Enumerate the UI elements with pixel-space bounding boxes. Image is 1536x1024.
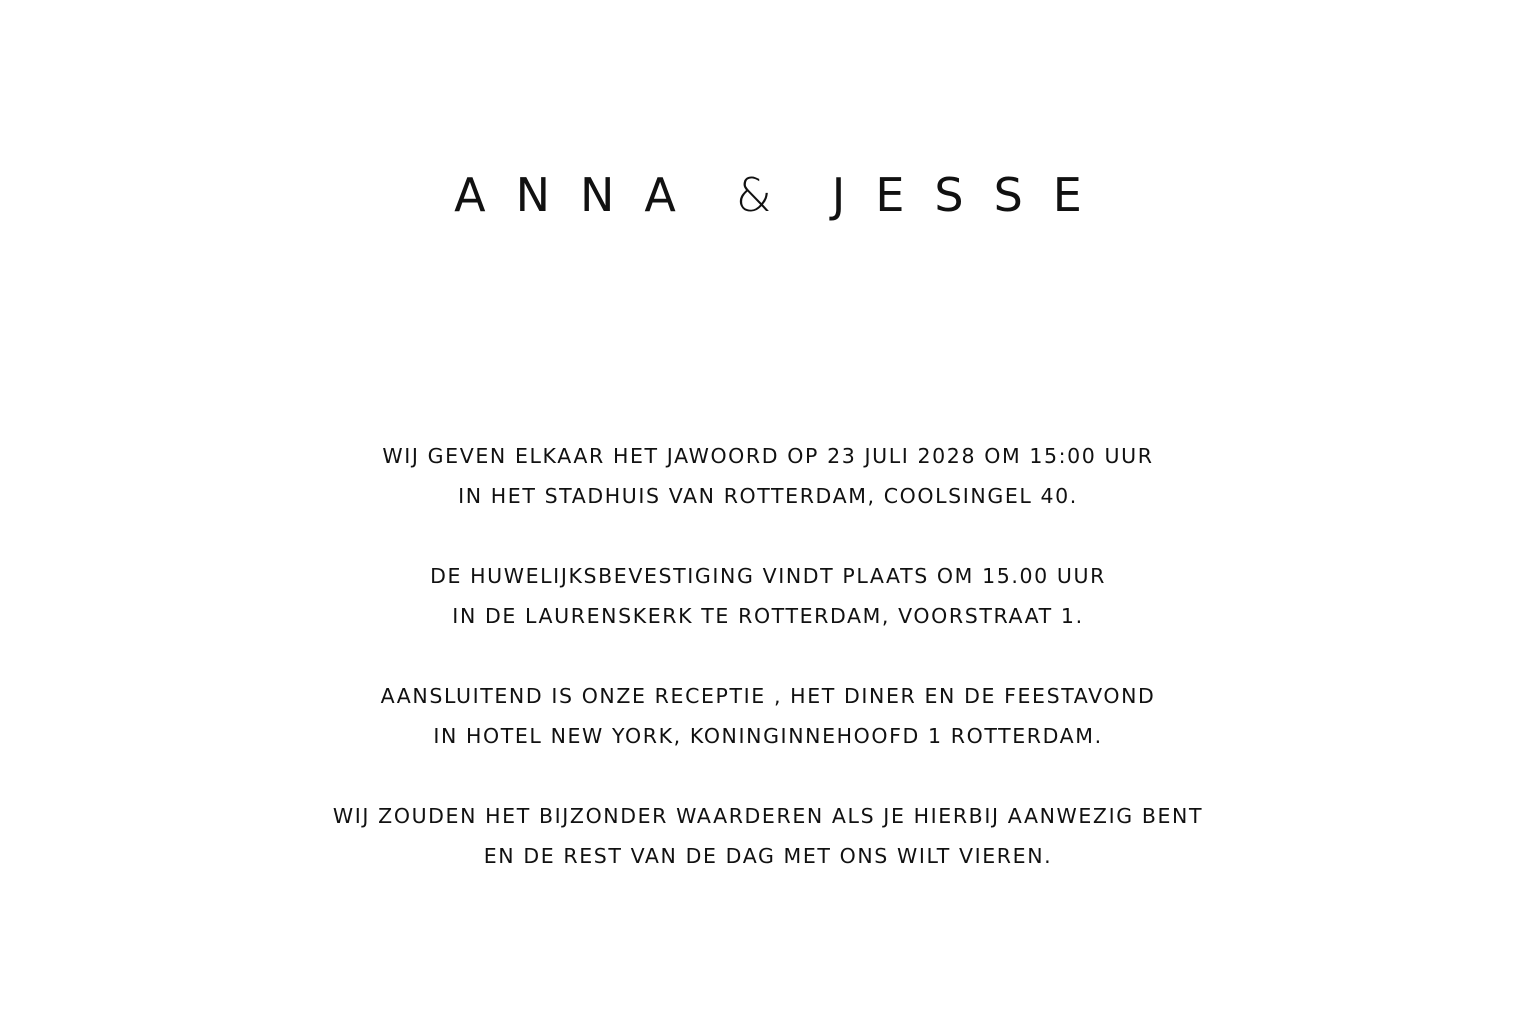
ceremony-line-1: WIJ GEVEN ELKAAR HET JAWOORD OP 23 JULI 2028 OM 15:00 UUR <box>382 444 1154 468</box>
ceremony-paragraph <box>0 436 1536 516</box>
church-line-2: IN DE LAURENSKERK TE ROTTERDAM, VOORSTRAAT 1. <box>452 604 1084 628</box>
second-name: JESSE <box>831 168 1112 222</box>
invitation-text <box>0 436 1536 916</box>
church-blessing-paragraph <box>0 556 1536 636</box>
closing-line-1: WIJ ZOUDEN HET BIJZONDER WAARDEREN ALS JE HIERBIJ AANWEZIG BENT <box>332 804 1204 828</box>
reception-line-2: IN HOTEL NEW YORK, KONINGINNEHOOFD 1 ROTTERDAM. <box>433 724 1103 748</box>
first-name: ANNA <box>454 168 706 222</box>
closing-line-2: EN DE REST VAN DE DAG MET ONS WILT VIEREN. <box>483 844 1053 868</box>
closing-paragraph <box>0 796 1536 876</box>
couple-names-heading <box>0 160 1536 230</box>
reception-line-1: AANSLUITEND IS ONZE RECEPTIE , HET DINER EN DE FEESTAVOND <box>380 684 1156 708</box>
reception-paragraph <box>0 676 1536 756</box>
church-line-1: DE HUWELIJKSBEVESTIGING VINDT PLAATS OM 15.00 UUR <box>430 564 1106 588</box>
couple-names <box>454 168 1112 222</box>
ceremony-line-2: IN HET STADHUIS VAN ROTTERDAM, COOLSINGEL 40. <box>458 484 1078 508</box>
ampersand: & <box>735 168 772 222</box>
